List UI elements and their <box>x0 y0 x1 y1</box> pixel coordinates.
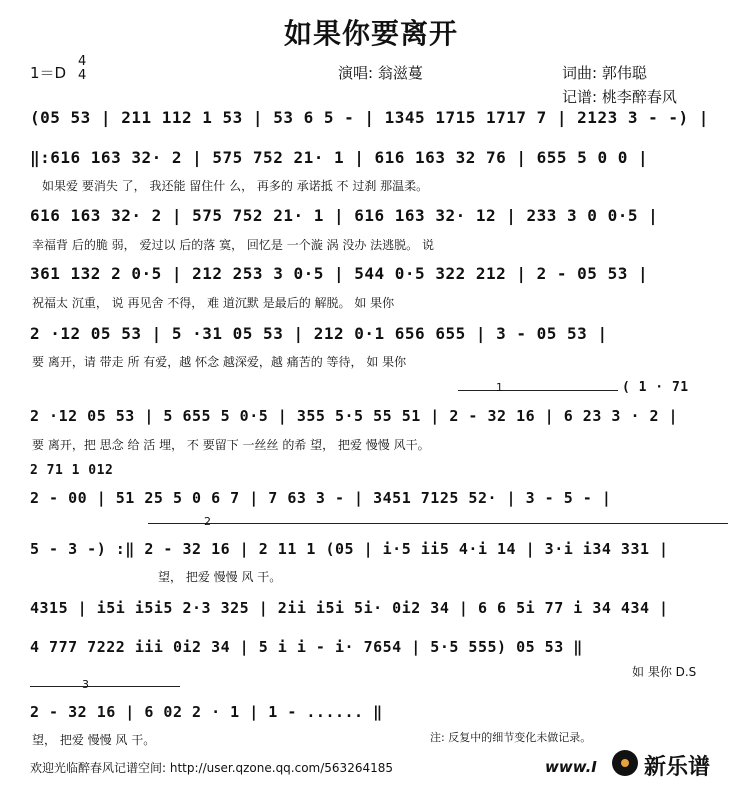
footer-welcome-link[interactable]: 欢迎光临醉春风记谱空间: http://user.qzone.qq.com/563264185 <box>30 761 394 775</box>
notation-row-8: 5 - 3 -) :‖ 2 - 32 16 | 2 11 1 (05 | i·5 ii5 4·i 14 | 3·i i34 331 | <box>30 540 669 558</box>
notation-row-6: 2 ·12 05 53 | 5 655 5 0·5 | 355 5·5 55 51 | 2 - 32 16 | 6 23 3 · 2 | <box>30 407 679 425</box>
notation-row-10: 4 777 7222 iii 0i2 34 | 5 i i - i· 7654 | 5·5 555) 05 53 ‖ <box>30 638 583 656</box>
notation-row-5: 2 ·12 05 53 | 5 ·31 05 53 | 212 0·1 656 655 | 3 - 05 53 | <box>30 324 608 343</box>
lyrics-row-5: 要 离开，请 带走 所 有爱，越 怀念 越深爱，越 痛苦的 等待， 如 果你 <box>32 355 407 369</box>
singer-credit: 演唱: 翁滋蔓 <box>338 64 423 82</box>
lyrics-row-6: 要 离开，把 思念 给 活 埋， 不 要留下 一丝丝 的希 望， 把爱 慢慢 风干。 <box>32 438 430 452</box>
repeat-opening-phrase: ( 1 · 71 <box>622 380 689 395</box>
volta-number-1: 1 <box>496 381 503 394</box>
lyrics-row-11: 望， 把爱 慢慢 风 干。 <box>32 733 156 747</box>
site-watermark: www.I <box>545 758 597 776</box>
lyrics-row-2: 如果爱 要消失 了， 我还能 留住什 么， 再多的 承诺抵 不 过刹 那温柔。 <box>42 179 429 193</box>
volta-bracket-3 <box>30 686 180 687</box>
key-signature: 1＝D <box>30 64 67 82</box>
vinyl-record-icon <box>612 750 638 776</box>
lyrics-row-8: 望， 把爱 慢慢 风 干。 <box>158 570 282 584</box>
notation-row-3: 616 163 32· 2 | 575 752 21· 1 | 616 163 32· 12 | 233 3 0 0·5 | <box>30 206 659 225</box>
notation-row-7: 2 - 00 | 51 25 5 0 6 7 | 7 63 3 - | 3451 7125 52· | 3 - 5 - | <box>30 489 612 507</box>
song-title: 如果你要离开 <box>283 17 458 50</box>
notation-row-2: ‖:616 163 32· 2 | 575 752 21· 1 | 616 163 32 76 | 655 5 0 0 | <box>30 148 649 167</box>
notation-row-11: 2 - 32 16 | 6 02 2 · 1 | 1 - ...... ‖ <box>30 703 383 721</box>
notation-row-4: 361 132 2 0·5 | 212 253 3 0·5 | 544 0·5 322 212 | 2 - 05 53 | <box>30 264 649 283</box>
ending-small-notes: 2 71 1 012 <box>30 463 114 478</box>
site-logo: 新乐谱 <box>644 755 711 780</box>
volta-number-2: 2 <box>204 515 211 528</box>
lyrics-row-10: 如 果你 D.S <box>632 665 697 679</box>
time-signature-top: 4 <box>78 54 87 69</box>
footnote: 注: 反复中的细节变化未做记录。 <box>430 731 592 744</box>
notation-row-1: (05 53 | 211 112 1 53 | 53 6 5 - | 1345 1715 1717 7 | 2123 3 - -) | <box>30 108 709 127</box>
volta-number-3: 3 <box>82 678 89 691</box>
volta-bracket-1 <box>458 390 618 391</box>
transcriber-credit: 记谱: 桃李醉春风 <box>562 88 677 106</box>
lyrics-row-3: 幸福背 后的脆 弱， 爱过以 后的落 寞， 回忆是 一个漩 涡 没办 法逃脱。 说 <box>32 238 434 252</box>
composer-credit: 词曲: 郭伟聪 <box>562 64 647 82</box>
notation-row-9: 4315 | i5i i5i5 2·3 325 | 2ii i5i 5i· 0i2 34 | 6 6 5i 77 i 34 434 | <box>30 599 669 617</box>
lyrics-row-4: 祝福太 沉重， 说 再见舍 不得， 难 道沉默 是最后的 解脱。 如 果你 <box>32 296 395 310</box>
volta-bracket-2 <box>148 523 728 524</box>
time-signature-bottom: 4 <box>78 68 87 83</box>
